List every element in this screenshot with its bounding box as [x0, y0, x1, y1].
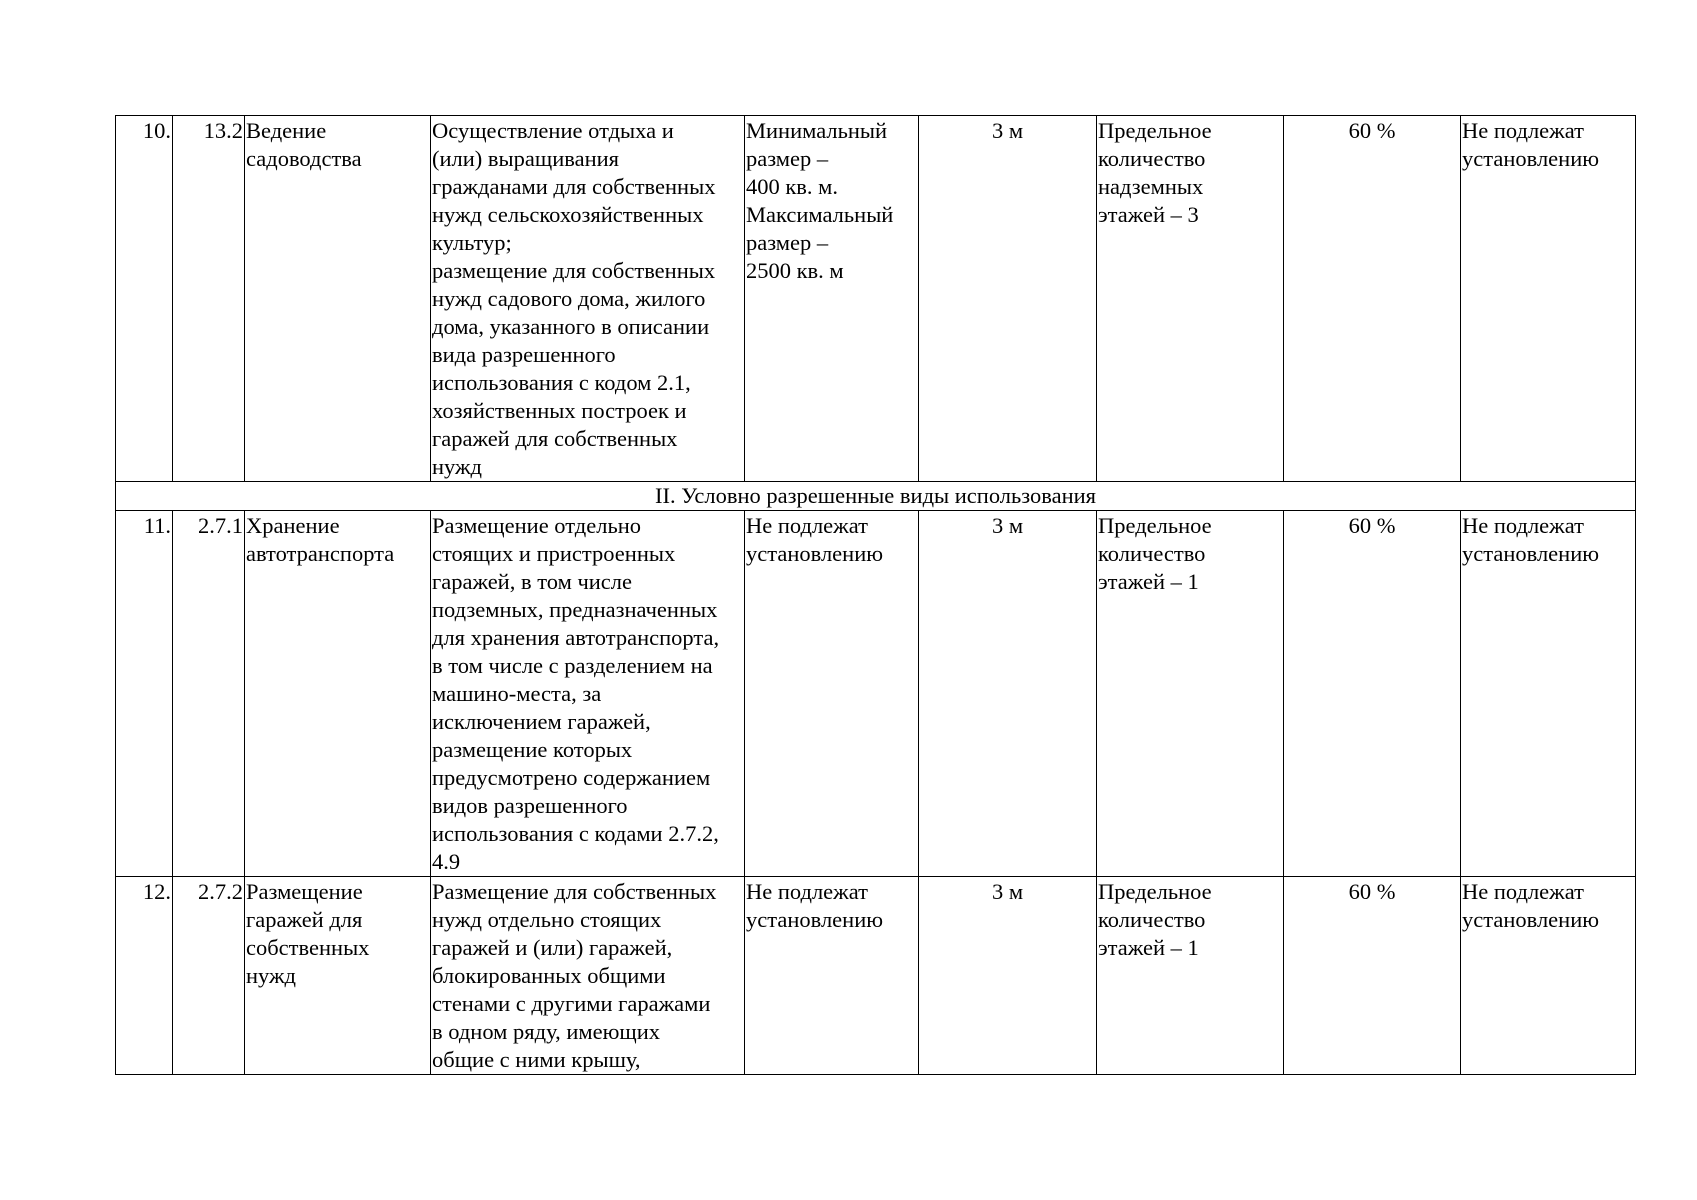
floors-limit: Предельное количество этажей – 1: [1097, 511, 1284, 877]
use-code: 13.2: [173, 116, 245, 482]
coverage-percent: 60 %: [1284, 877, 1461, 1075]
use-description: Размещение для собственных нужд отдельно стоящих гаражей и (или) гаражей, блокированных общими стенами с другими гаражами в одном ряду, имеющих общие с ними крышу,: [431, 877, 745, 1075]
table-row: [116, 116, 1636, 482]
use-name: Ведение садоводства: [245, 116, 431, 482]
coverage-percent: 60 %: [1284, 511, 1461, 877]
other-params: Не подлежат установлению: [1461, 116, 1636, 482]
row-number: 11.: [116, 511, 173, 877]
floors-limit: Предельное количество надземных этажей – 3: [1097, 116, 1284, 482]
setback: 3 м: [919, 877, 1097, 1075]
coverage-percent: 60 %: [1284, 116, 1461, 482]
land-use-table: [115, 115, 1636, 1075]
section-heading-row: [116, 482, 1636, 511]
use-description: Размещение отдельно стоящих и пристроенных гаражей, в том числе подземных, предназначенных для хранения автотранспорта, в том числе с разделением на машино-места, за исключением гаражей, размещение которых предусмотрено содержанием видов разрешенного использования с кодами 2.7.2, 4.9: [431, 511, 745, 877]
setback: 3 м: [919, 511, 1097, 877]
plot-size: Минимальный размер – 400 кв. м. Максимальный размер – 2500 кв. м: [745, 116, 919, 482]
table-row: [116, 877, 1636, 1075]
use-name: Размещение гаражей для собственных нужд: [245, 877, 431, 1075]
use-description: Осуществление отдыха и (или) выращивания гражданами для собственных нужд сельскохозяйственных культур; размещение для собственных нужд садового дома, жилого дома, указанного в описании вида разрешенного использования с кодом 2.1, хозяйственных построек и гаражей для собственных нужд: [431, 116, 745, 482]
other-params: Не подлежат установлению: [1461, 877, 1636, 1075]
use-code: 2.7.1: [173, 511, 245, 877]
floors-limit: Предельное количество этажей – 1: [1097, 877, 1284, 1075]
use-name: Хранение автотранспорта: [245, 511, 431, 877]
setback: 3 м: [919, 116, 1097, 482]
use-code: 2.7.2: [173, 877, 245, 1075]
plot-size: Не подлежат установлению: [745, 511, 919, 877]
table-row: [116, 511, 1636, 877]
row-number: 10.: [116, 116, 173, 482]
plot-size: Не подлежат установлению: [745, 877, 919, 1075]
other-params: Не подлежат установлению: [1461, 511, 1636, 877]
row-number: 12.: [116, 877, 173, 1075]
section-heading: II. Условно разрешенные виды использования: [116, 482, 1636, 511]
